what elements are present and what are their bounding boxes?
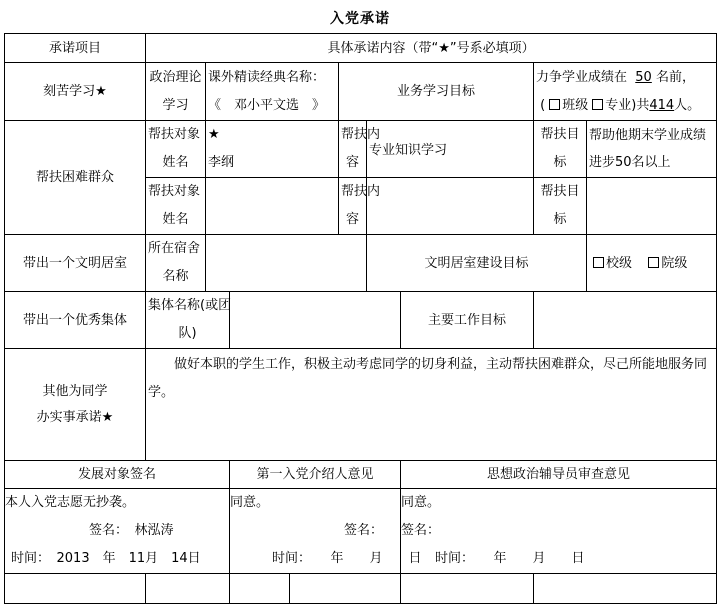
goal-end: 人。 — [674, 97, 701, 113]
goal-mid: )共 — [631, 97, 650, 113]
col2-statement: 同意。 — [230, 495, 270, 510]
college-level-checkbox[interactable] — [648, 257, 659, 268]
group-work-value[interactable] — [534, 292, 717, 349]
group-name-line2: 队) — [178, 326, 197, 341]
help-label: 帮扶困难群众 — [5, 121, 146, 235]
help-goal-2[interactable] — [587, 178, 717, 235]
empty-cell — [290, 574, 401, 604]
content-label-line2: 容 — [345, 155, 359, 170]
group-label: 带出一个优秀集体 — [5, 292, 146, 349]
help-goal-label-2 — [534, 178, 587, 235]
col1-sign: 签名： 林泓涛 — [89, 523, 174, 538]
pledge-form — [4, 33, 717, 604]
theory-label — [146, 63, 206, 121]
class-checkbox[interactable] — [549, 99, 560, 110]
goal-class-label: 班级 — [562, 97, 589, 113]
empty-cell — [401, 574, 534, 604]
study-goal-cell — [534, 63, 717, 121]
study-label: 刻苦学习★ — [5, 63, 146, 121]
target-label-line2: 姓名 — [162, 212, 189, 227]
goal-label-line2: 标 — [553, 155, 567, 170]
theory-label-line2: 学习 — [162, 97, 189, 113]
dorm-level-options — [587, 235, 717, 292]
major-checkbox[interactable] — [592, 99, 603, 110]
help-row-1 — [5, 121, 717, 178]
target-name: 李纲 — [208, 155, 235, 170]
group-name-value[interactable] — [230, 292, 401, 349]
goal-rank: 50 — [635, 69, 652, 85]
star-mark: ★ — [208, 127, 220, 142]
school-level-checkbox[interactable] — [593, 257, 604, 268]
sign-col2-title: 第一入党介绍人意见 — [230, 461, 401, 489]
help-target-label-2 — [146, 178, 206, 235]
goal-major-label: 专业 — [605, 97, 632, 113]
dorm-name-label — [146, 235, 206, 292]
study-goal-line2 — [536, 92, 714, 120]
content-label-line2: 容 — [345, 212, 359, 227]
theory-label-line1: 政治理论 — [149, 69, 202, 85]
sign-col2-content — [230, 489, 422, 574]
other-label-line2: 办实事承诺★ — [36, 409, 114, 425]
sign-col1-title: 发展对象签名 — [5, 461, 230, 489]
header-content: 具体承诺内容（带“★”号系必填项） — [146, 34, 717, 63]
goal-prefix: 力争学业成绩在 — [536, 69, 628, 85]
col3-time: 时间： 年 月 日 — [435, 551, 585, 566]
help-content-label-1 — [339, 121, 381, 178]
help-target-name-1 — [206, 121, 339, 178]
study-goal-line1 — [536, 64, 714, 92]
reading-cell — [206, 63, 339, 121]
target-label-line2: 姓名 — [162, 155, 189, 170]
school-level-label: 校级 — [606, 255, 633, 271]
goal-total: 414 — [649, 97, 675, 113]
col3-statement: 同意。 — [401, 495, 441, 510]
help-goal-1: 帮助他期末学业成绩进步50名以上 — [587, 121, 717, 178]
empty-cell — [534, 574, 717, 604]
help-content-2[interactable] — [367, 178, 534, 235]
target-label-line1: 帮扶对象 — [148, 127, 201, 142]
sign-col3-content — [401, 489, 717, 574]
help-goal-label-1 — [534, 121, 587, 178]
empty-cell — [230, 574, 290, 604]
goal-suffix: 名前， — [655, 69, 695, 85]
study-goal-label: 业务学习目标 — [339, 63, 534, 121]
page-title: 入党承诺 — [330, 11, 390, 27]
study-row — [5, 63, 717, 121]
sign-col1-content — [5, 489, 230, 574]
goal-paren-open: ( — [540, 97, 546, 113]
content-label-line1: 帮扶内 — [341, 184, 381, 199]
group-row — [5, 292, 717, 349]
col1-time: 时间： 2013 年 11月 14日 — [11, 551, 201, 566]
group-name-label — [146, 292, 230, 349]
help-content-label-2 — [339, 178, 381, 235]
group-name-line1: 集体名称(或团 — [148, 298, 232, 313]
empty-cell — [146, 574, 230, 604]
target-label-line1: 帮扶对象 — [148, 184, 201, 199]
dorm-label: 带出一个文明居室 — [5, 235, 146, 292]
reading-value: 《 邓小平文选 》 — [208, 97, 326, 113]
goal-label-line2: 标 — [553, 212, 567, 227]
college-level-label: 院级 — [661, 255, 688, 271]
goal-label-line1: 帮扶目 — [540, 127, 580, 142]
dorm-goal-label: 文明居室建设目标 — [367, 235, 587, 292]
help-content-1: 专业知识学习 — [367, 121, 534, 178]
content-label-line1: 帮扶内 — [341, 127, 381, 142]
signature-header-row — [5, 461, 717, 489]
col2-time: 时间： 年 月 日 — [272, 551, 422, 566]
dorm-row — [5, 235, 717, 292]
col2-sign: 签名： — [344, 523, 384, 538]
other-label-line1: 其他为同学 — [42, 383, 108, 399]
other-content: 做好本职的学生工作，积极主动考虑同学的切身利益，主动帮扶困难群众，尽己所能地服务同学。 — [146, 349, 717, 461]
signature-content-row — [5, 489, 717, 574]
bottom-empty-row — [5, 574, 717, 604]
other-label — [5, 349, 146, 461]
dorm-name-value[interactable] — [206, 235, 367, 292]
goal-label-line1: 帮扶目 — [540, 184, 580, 199]
empty-cell — [5, 574, 146, 604]
group-work-label: 主要工作目标 — [401, 292, 534, 349]
header-row — [5, 34, 717, 63]
dorm-label-line1: 所在宿舍 — [148, 241, 201, 256]
header-item: 承诺项目 — [5, 34, 146, 63]
other-row — [5, 349, 717, 461]
help-target-name-2[interactable] — [206, 178, 339, 235]
col3-sign: 签名： — [401, 523, 441, 538]
sign-col3-title: 思想政治辅导员审查意见 — [401, 461, 717, 489]
reading-label: 课外精读经典名称： — [208, 69, 326, 85]
help-target-label-1 — [146, 121, 206, 178]
col1-statement: 本人入党志愿无抄袭。 — [5, 495, 136, 510]
dorm-label-line2: 名称 — [162, 269, 189, 284]
